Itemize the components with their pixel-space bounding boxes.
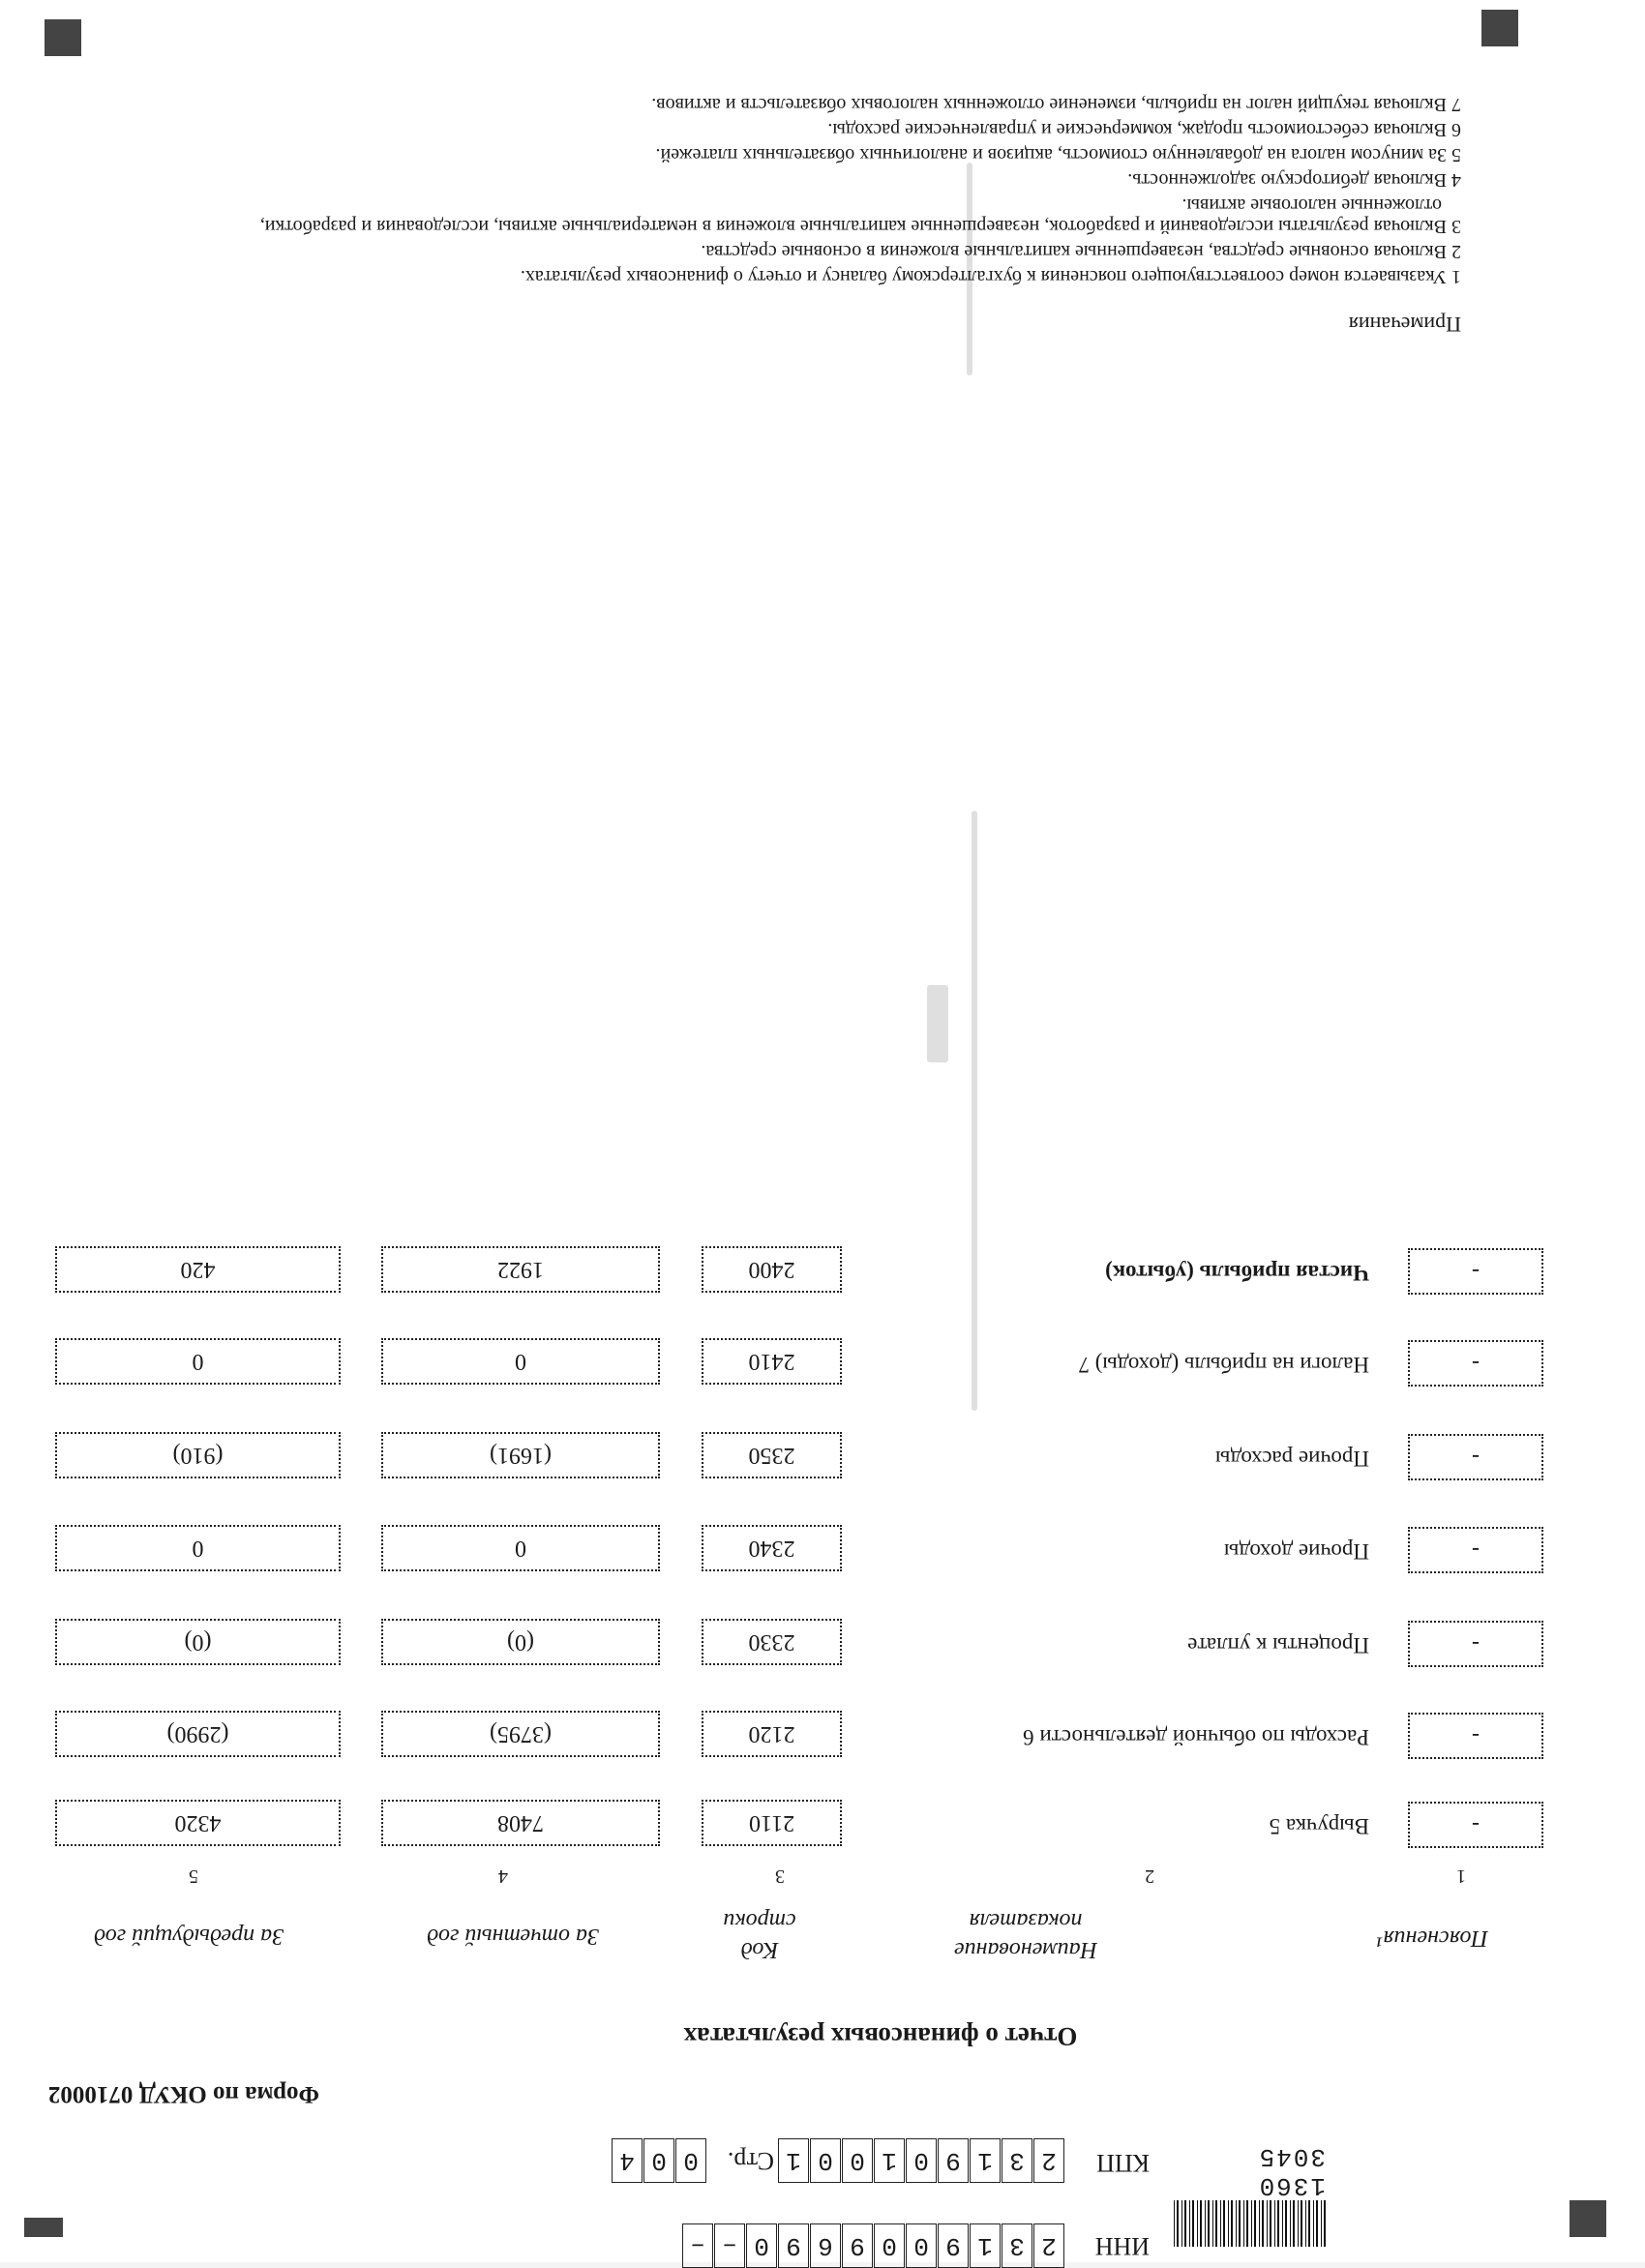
page-cells bbox=[611, 2138, 706, 2183]
row-name: Налоги на прибыль (доходы) 7 bbox=[1078, 1353, 1369, 1377]
inn-cell: 9 bbox=[842, 2223, 873, 2268]
kpp-cell: 0 bbox=[906, 2138, 937, 2183]
row-current-cell: (1691) bbox=[381, 1432, 660, 1478]
row-previous-cell: (2990) bbox=[55, 1711, 341, 1757]
row-name: Расходы по обычной деятельности 6 bbox=[1023, 1725, 1369, 1749]
row-code-cell: 2350 bbox=[702, 1432, 842, 1478]
row-previous-cell: 0 bbox=[55, 1338, 341, 1385]
note-item: 4 Включая дебиторскую задолженность. bbox=[1127, 169, 1461, 191]
scan-smudge bbox=[972, 811, 977, 1411]
note-item: 7 Включая текущий налог на прибыль, изменение отложенных налоговых обязательств и активов. bbox=[651, 94, 1461, 115]
kpp-cell: 0 bbox=[810, 2138, 841, 2183]
row-name: Выручка 5 bbox=[1269, 1814, 1369, 1838]
page-cell: 4 bbox=[612, 2138, 643, 2183]
column-header-code: Код строки bbox=[723, 1908, 796, 1962]
row-note-cell: - bbox=[1408, 1248, 1543, 1295]
note-item: отложенные налоговые активы. bbox=[1181, 194, 1442, 216]
row-name: Проценты к уплате bbox=[1187, 1633, 1369, 1657]
column-header-indicator: Наименование показателя bbox=[953, 1908, 1098, 1962]
row-note-cell: - bbox=[1408, 1434, 1543, 1480]
kpp-cell: 3 bbox=[1002, 2138, 1032, 2183]
inn-cell: 9 bbox=[778, 2223, 809, 2268]
column-header-current-year: За отчетный год bbox=[427, 1924, 599, 1949]
kpp-cell: 2 bbox=[1033, 2138, 1064, 2183]
row-code-cell: 2400 bbox=[702, 1246, 842, 1293]
column-header-notes: Пояснения¹ bbox=[1376, 1925, 1488, 1951]
row-current-cell: (0) bbox=[381, 1619, 660, 1665]
inn-cell: 0 bbox=[906, 2223, 937, 2268]
row-code-cell: 2330 bbox=[702, 1619, 842, 1665]
kpp-cell: 1 bbox=[970, 2138, 1001, 2183]
kpp-cell: 1 bbox=[778, 2138, 809, 2183]
column-number: 4 bbox=[498, 1865, 508, 1887]
row-previous-cell: (0) bbox=[55, 1619, 341, 1665]
row-name: Прочие расходы bbox=[1214, 1447, 1369, 1471]
inn-cell: 3 bbox=[1002, 2223, 1032, 2268]
row-current-cell: 0 bbox=[381, 1338, 660, 1385]
kpp-cells bbox=[777, 2138, 1064, 2183]
inn-cell: – bbox=[682, 2223, 713, 2268]
note-item: 3 Включая результаты исследований и разработок, незавершенные капитальные вложения в нематериальные активы, исследования и разработки, bbox=[259, 216, 1461, 237]
row-code-cell: 2110 bbox=[702, 1800, 842, 1846]
row-code-cell: 2120 bbox=[702, 1711, 842, 1757]
corner-marker bbox=[24, 2218, 63, 2237]
kpp-cell: 1 bbox=[874, 2138, 905, 2183]
kpp-label: КПП bbox=[1096, 2149, 1150, 2177]
column-number: 2 bbox=[1145, 1865, 1154, 1887]
note-item: 1 Указывается номер соответствующего пояснения к бухгалтерскому балансу и отчету о финансовых результатах. bbox=[520, 266, 1461, 287]
row-previous-cell: (910) bbox=[55, 1432, 341, 1478]
inn-cell: 2 bbox=[1033, 2223, 1064, 2268]
inn-cell: 0 bbox=[874, 2223, 905, 2268]
row-note-cell: - bbox=[1408, 1527, 1543, 1573]
column-header-previous-year: За предыдущий год bbox=[93, 1924, 284, 1949]
barcode-number: 1360 3045 bbox=[1257, 2142, 1326, 2200]
row-note-cell: - bbox=[1408, 1340, 1543, 1387]
row-note-cell: - bbox=[1408, 1621, 1543, 1667]
form-code: Форма по ОКУД 0710002 bbox=[47, 2081, 319, 2107]
page-label: Стр. bbox=[727, 2147, 774, 2175]
corner-marker bbox=[1481, 10, 1518, 46]
kpp-cell: 0 bbox=[842, 2138, 873, 2183]
row-current-cell: 1922 bbox=[381, 1246, 660, 1293]
inn-cell: 6 bbox=[810, 2223, 841, 2268]
page-cell: 0 bbox=[675, 2138, 706, 2183]
inn-cell: – bbox=[714, 2223, 745, 2268]
scan-smudge bbox=[927, 985, 948, 1062]
inn-cells bbox=[681, 2223, 1064, 2268]
corner-marker bbox=[45, 19, 81, 56]
row-note-cell: - bbox=[1408, 1802, 1543, 1848]
inn-cell: 9 bbox=[938, 2223, 969, 2268]
row-name: Чистая прибыль (убыток) bbox=[1105, 1261, 1369, 1285]
inn-cell: 1 bbox=[970, 2223, 1001, 2268]
row-note-cell: - bbox=[1408, 1713, 1543, 1759]
inn-cell: 0 bbox=[746, 2223, 777, 2268]
barcode bbox=[1173, 2200, 1326, 2247]
kpp-cell: 9 bbox=[938, 2138, 969, 2183]
row-previous-cell: 420 bbox=[55, 1246, 341, 1293]
notes-title: Примечания bbox=[1348, 313, 1461, 337]
note-item: 6 Включая себестоимость продаж, коммерческие и управленческие расходы. bbox=[827, 119, 1461, 140]
note-item: 2 Включая основные средства, незавершенные капитальные вложения в основные средства. bbox=[701, 241, 1461, 262]
row-code-cell: 2410 bbox=[702, 1338, 842, 1385]
column-number: 5 bbox=[189, 1865, 198, 1887]
row-previous-cell: 0 bbox=[55, 1525, 341, 1571]
row-current-cell: 7408 bbox=[381, 1800, 660, 1846]
row-name: Прочие доходы bbox=[1223, 1539, 1369, 1564]
note-item: 5 За минусом налога на добавленную стоимость, акцизов и аналогичных обязательных платежей. bbox=[655, 144, 1461, 165]
corner-marker bbox=[1570, 2200, 1606, 2237]
page-cell: 0 bbox=[643, 2138, 674, 2183]
row-current-cell: 0 bbox=[381, 1525, 660, 1571]
inn-label: ИНН bbox=[1094, 2232, 1150, 2260]
page-title: Отчет о финансовых результатах bbox=[683, 2022, 1078, 2051]
row-previous-cell: 4320 bbox=[55, 1800, 341, 1846]
row-code-cell: 2340 bbox=[702, 1525, 842, 1571]
row-current-cell: (3795) bbox=[381, 1711, 660, 1757]
column-number: 1 bbox=[1456, 1865, 1466, 1887]
column-number: 3 bbox=[775, 1865, 785, 1887]
